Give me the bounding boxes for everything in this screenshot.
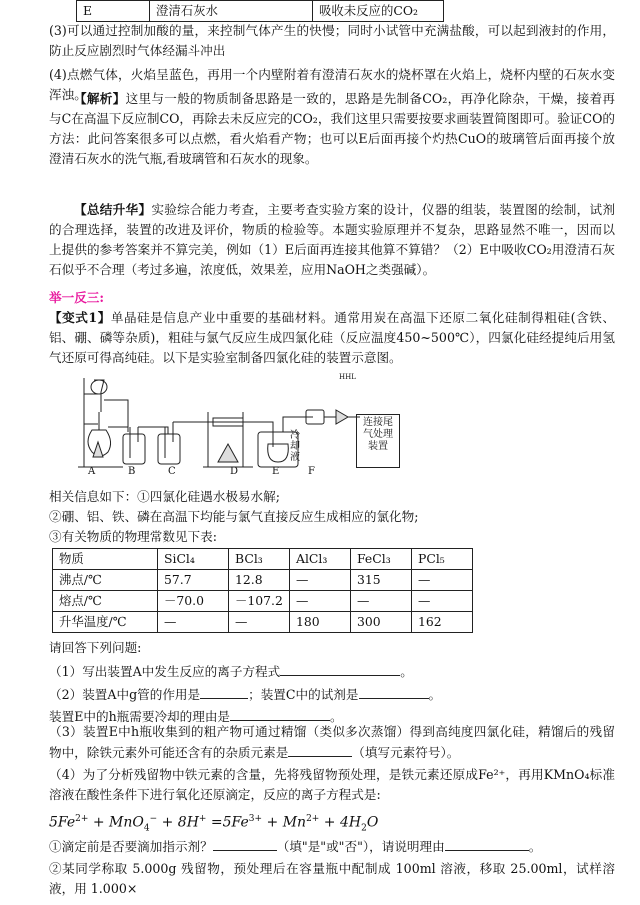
table-cell: 升华温度/℃ <box>53 612 158 633</box>
separatory-funnel <box>94 380 104 412</box>
answer-blank[interactable] <box>213 836 277 851</box>
table-cell: 162 <box>412 612 473 633</box>
summary-text: 实验综合能力考查，主要考查实验方案的设计，仪器的组装，装置图的绘制，试剂的合理选择，装置的改进及评价，物质的检验等。本题实验原理并不复杂，思路显然不唯一，因而以上提供的参考答案并不算完美，例如（1）E后面再连接其他算不算错？（2）E中吸收CO₂用澄清石灰石似乎不合理（考过多遍，浓度低，效果差，应用NaOH之类强碱）。 <box>49 202 616 277</box>
table-header: 物质 <box>53 549 158 570</box>
label-c: C <box>168 466 176 477</box>
question-4-1: ①滴定前是否要滴加指示剂？ （填"是"或"否"），请说明理由 。 <box>49 836 615 857</box>
table-cell: －107.2 <box>229 591 290 612</box>
info-3: ③有关物质的物理常数见下表: <box>49 529 217 544</box>
table-cell: — <box>351 591 412 612</box>
table-header-row <box>53 549 473 570</box>
answer-blank[interactable] <box>200 684 248 699</box>
table-row <box>53 570 473 591</box>
burner-d <box>218 444 238 462</box>
label-b: B <box>128 466 136 477</box>
answer-4: (4)点燃气体，火焰呈蓝色，再用一个内壁附着有澄清石灰水的烧杯罩在火焰上，烧杯内壁的石灰水变浑浊。 <box>49 67 615 102</box>
question-2c-text: 装置E中的h瓶需要冷却的理由是 <box>49 709 231 724</box>
table-cell: －70.0 <box>158 591 229 612</box>
question-2-text-b: ；装置C中的试剂是 <box>248 687 359 702</box>
table-cell: — <box>290 591 351 612</box>
label-f: F <box>308 466 315 477</box>
tail-gas-box: 连接尾气处理装置 <box>356 414 400 468</box>
question-3 <box>49 722 615 763</box>
question-3-text: （3）装置E中h瓶收集到的粗产物可通过精馏（类似多次蒸馏）得到高纯度四氯化硅，精馏后的残留物中，除铁元素外可能还含有的杂质元素是 <box>49 724 615 760</box>
analysis-tag: 【解析】 <box>74 91 126 106</box>
table-row <box>53 612 473 633</box>
question-2: （2）装置A中g管的作用是 ；装置C中的试剂是 。 <box>49 684 615 705</box>
variant-tag: 【变式1】 <box>49 310 111 325</box>
table-header: PCl₅ <box>412 549 473 570</box>
question-2c: 装置E中的h瓶需要冷却的理由是 。 <box>49 706 615 727</box>
burner-a <box>93 442 103 457</box>
variant-text: 单晶硅是信息产业中重要的基础材料。通常用炭在高温下还原二氧化硅制得粗硅(含铁、铝、硼、磷等杂质)，粗硅与氯气反应生成四氯化硅（反应温度450~500℃），四氯化硅经提纯后用氢气还原可得高纯硅。以下是实验室制备四氯化硅的装置示意图。 <box>49 310 615 365</box>
analysis-text: 这里与一般的物质制备思路是一致的，思路是先制备CO₂，再净化除杂，干燥，接着再与C在高温下反应制CO，再除去未反应完的CO₂，我们这里只需要按要求画装置简图即可。验证CO的方法：此问答案很多可以点燃，看火焰看产物；也可以E后面再接个灼热CuO的玻璃管后面再接个放澄清石灰水的洗气瓶,看玻璃管和石灰水的现象。 <box>49 91 616 166</box>
section-title: 举一反三: <box>49 290 105 305</box>
table-cell: — <box>158 612 229 633</box>
analysis-paragraph <box>49 89 615 169</box>
question-4-2: ②某同学称取 5.000g 残留物，预处理后在容量瓶中配制成 100ml 溶液，移取 25.00ml，试样溶液，用 1.000× <box>49 861 615 896</box>
question-4-1-tail: （填"是"或"否"），请说明理由 <box>276 839 445 854</box>
bottle-c <box>158 434 180 464</box>
properties-table <box>52 548 473 633</box>
table-cell: 315 <box>351 570 412 591</box>
table-cell: — <box>412 591 473 612</box>
label-a: A <box>88 466 96 477</box>
table-cell: 12.8 <box>229 570 290 591</box>
table-cell: 澄清石灰水 <box>150 1 313 22</box>
question-3-tail: （填写元素符号）。 <box>352 745 460 760</box>
table-header: BCl₃ <box>229 549 290 570</box>
table-cell: 300 <box>351 612 412 633</box>
answer-blank[interactable] <box>288 742 352 757</box>
info-1: 相关信息如下：①四氯化硅遇水极易水解; <box>49 489 280 504</box>
table-cell: 沸点/℃ <box>53 570 158 591</box>
table-cell: — <box>229 612 290 633</box>
table-header: SiCl₄ <box>158 549 229 570</box>
summary-tag: 【总结升华】 <box>74 202 152 217</box>
label-e: E <box>272 466 280 477</box>
table-cell: — <box>412 570 473 591</box>
figure-corner-mark: HHL <box>339 373 356 381</box>
bottle-b <box>123 434 145 464</box>
question-4-1-text: ①滴定前是否要滴加指示剂？ <box>49 839 213 854</box>
apparatus-diagram <box>68 372 398 480</box>
label-d: D <box>230 466 239 477</box>
table-cell: 熔点/℃ <box>53 591 158 612</box>
table-header: FeCl₃ <box>351 549 412 570</box>
table-cell: 180 <box>290 612 351 633</box>
table-cell: E <box>77 1 150 22</box>
summary-paragraph <box>49 200 615 280</box>
answer-blank[interactable] <box>359 684 429 699</box>
h-flask <box>268 444 289 462</box>
table-cell: — <box>290 570 351 591</box>
question-1: （1）写出装置A中发生反应的离子方程式 。 <box>49 661 615 682</box>
questions-intro: 请回答下列问题: <box>49 640 142 655</box>
variant-paragraph <box>49 308 615 368</box>
answer-3: (3)可以通过控制加酸的量，来控制气体产生的快慢；同时小试管中充满盐酸，可以起到液封的作用，防止反应剧烈时气体经漏斗冲出 <box>49 23 615 58</box>
reagent-table-fragment <box>76 0 444 22</box>
question-2-text: （2）装置A中g管的作用是 <box>49 687 201 702</box>
table-row <box>53 591 473 612</box>
answer-blank[interactable] <box>445 836 529 851</box>
answer-blank[interactable] <box>280 661 400 676</box>
answer-blank[interactable] <box>230 706 330 721</box>
info-2: ②硼、铝、铁、磷在高温下均能与氯气直接反应生成相应的氯化物; <box>49 509 419 524</box>
cooling-liquid-label: 冷却液 <box>290 430 300 463</box>
table-cell: 吸收未反应的CO₂ <box>313 1 444 22</box>
question-4: （4）为了分析残留物中铁元素的含量，先将残留物预处理，是铁元素还原成Fe²⁺，再用KMnO₄标准溶液在酸性条件下进行氧化还原滴定，反应的离子方程式是: <box>49 767 615 802</box>
table-header: AlCl₃ <box>290 549 351 570</box>
table-cell: 57.7 <box>158 570 229 591</box>
redox-equation: $5Fe^{2+} + MnO_4^- + 8H^+ =5Fe^{3+} + Mn^{2+} + 4H_2O$ <box>49 814 379 834</box>
table-row <box>77 1 444 22</box>
question-1-text: （1）写出装置A中发生反应的离子方程式 <box>49 664 281 679</box>
